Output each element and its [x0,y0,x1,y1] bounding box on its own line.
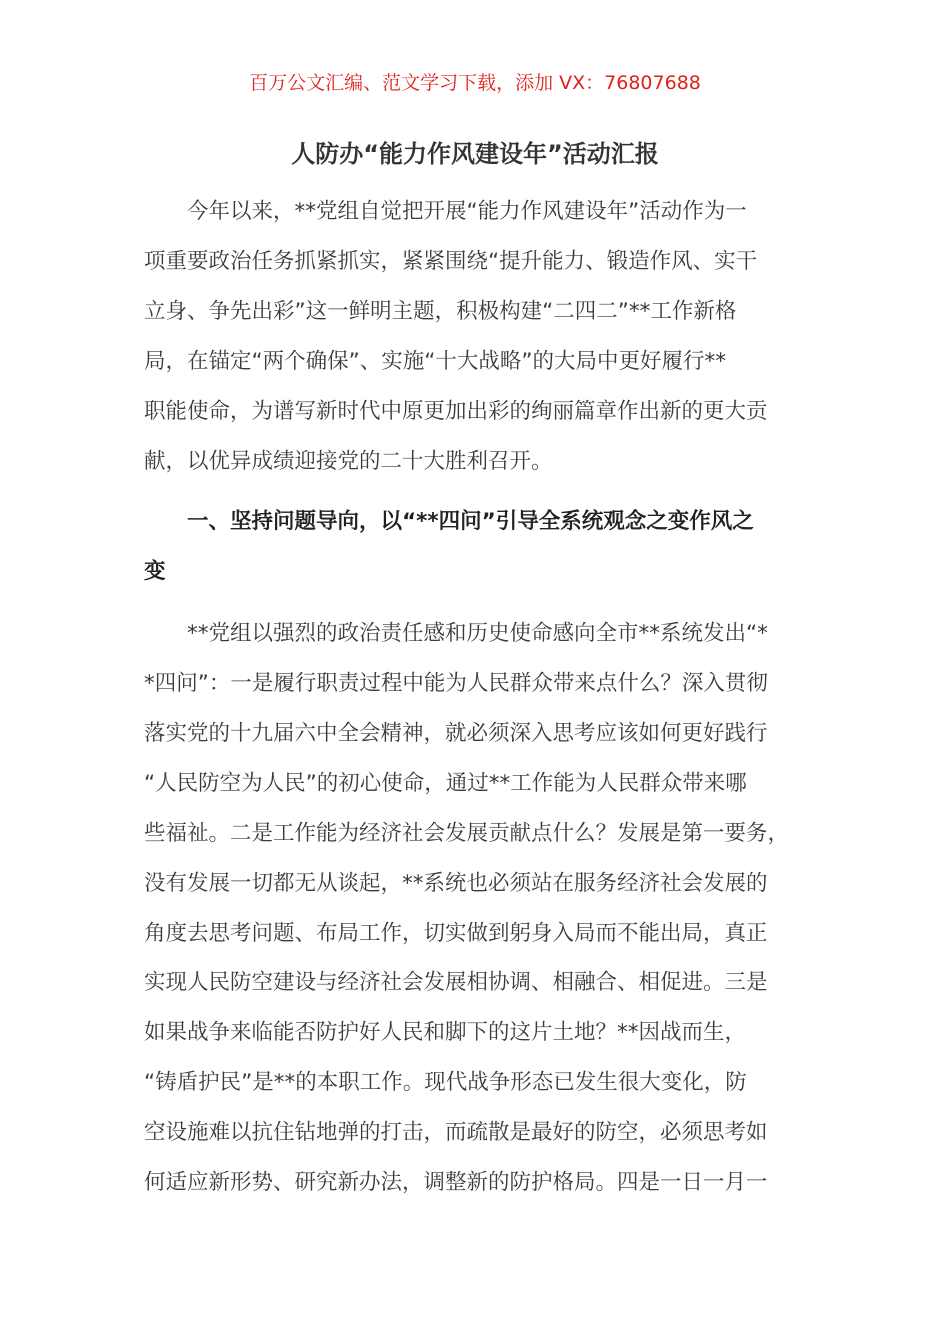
document-title: 人防办“能力作风建设年”活动汇报 [291,140,659,168]
text-line: 实现人民防空建设与经济社会发展相协调、相融合、相促进。三是 [144,970,768,995]
text-line: 职能使命，为谱写新时代中原更加出彩的绚丽篇章作出新的更大贡 [144,399,768,424]
text-line: 没有发展一切都无从谈起，**系统也必须站在服务经济社会发展的 [144,871,768,896]
text-line: 何适应新形势、研究新办法，调整新的防护格局。四是一日一月一 [144,1170,768,1195]
text-line: 项重要政治任务抓紧抓实，紧紧围绕“提升能力、锻造作风、实干 [144,249,758,274]
text-line: 空设施难以抗住钻地弹的打击，而疏散是最好的防空，必须思考如 [144,1120,768,1145]
text-line: 今年以来，**党组自觉把开展“能力作风建设年”活动作为一 [144,199,747,224]
text-line: 局，在锚定“两个确保”、实施“十大战略”的大局中更好履行** [144,349,727,374]
heading-line: 变 [144,559,166,584]
text-line: 立身、争先出彩”这一鲜明主题，积极构建“二四二”**工作新格 [144,299,737,324]
text-line: *四问”：一是履行职责过程中能为人民群众带来点什么？深入贯彻 [144,671,768,696]
text-line: “人民防空为人民”的初心使命，通过**工作能为人民群众带来哪 [144,771,747,796]
promo-header: 百万公文汇编、范文学习下载，添加 VX：76807688 [249,72,701,94]
text-line: 落实党的十九届六中全会精神，就必须深入思考应该如何更好践行 [144,721,768,746]
text-line: **党组以强烈的政治责任感和历史使命感向全市**系统发出“* [144,621,768,646]
text-line: 献，以优异成绩迎接党的二十大胜利召开。 [144,449,553,474]
text-line: 如果战争来临能否防护好人民和脚下的这片土地？**因战而生， [144,1020,747,1045]
text-line: 角度去思考问题、布局工作，切实做到躬身入局而不能出局，真正 [144,921,768,946]
heading-line: 一、坚持问题导向，以“**四问”引导全系统观念之变作风之 [144,509,754,534]
text-line: “铸盾护民”是**的本职工作。现代战争形态已发生很大变化，防 [144,1070,747,1095]
text-line: 些福祉。二是工作能为经济社会发展贡献点什么？发展是第一要务， [144,821,790,846]
